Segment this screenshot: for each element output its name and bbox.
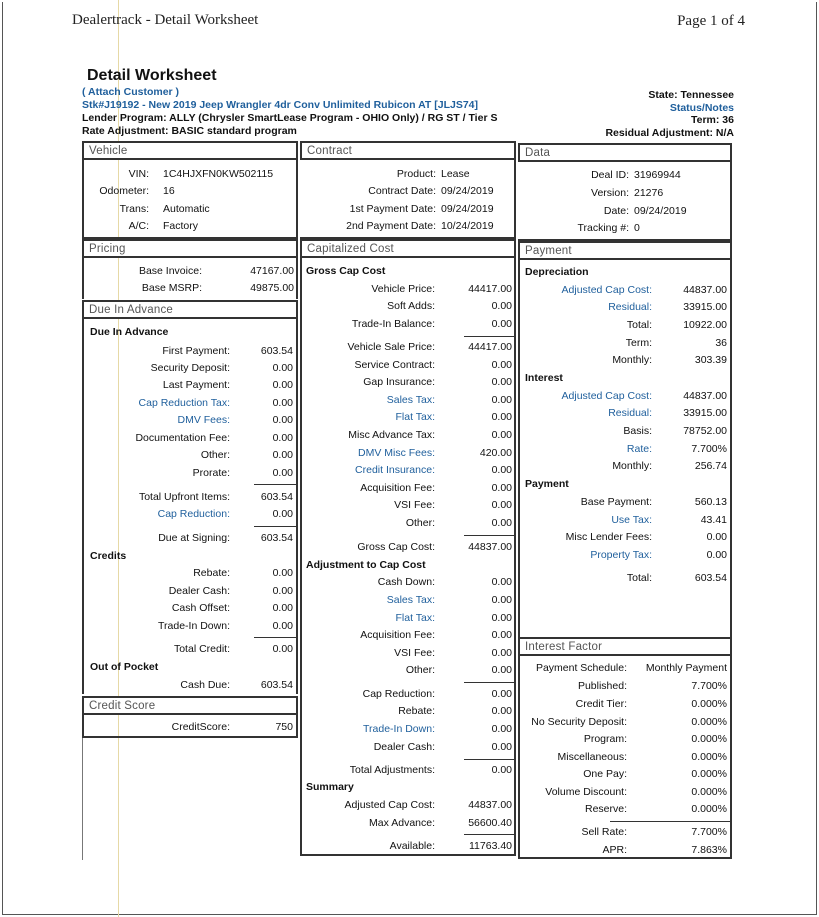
payment-subtitle: Payment	[525, 478, 569, 490]
adj-value: 0.00	[491, 612, 512, 624]
max-advance-value: 56600.40	[468, 817, 512, 829]
adj-label: Rebate:	[398, 705, 435, 717]
sell-rate-value: 7.700%	[691, 826, 727, 838]
due-label: Documentation Fee:	[135, 432, 230, 444]
int-adjusted-cap-cost-link[interactable]: Adjusted Cap Cost:	[561, 390, 652, 402]
due-label: First Payment:	[162, 345, 230, 357]
data-label: Version:	[591, 187, 629, 199]
contract-right-border	[514, 141, 516, 239]
cap-label: Vehicle Price:	[371, 283, 435, 295]
total-credit-label: Total Credit:	[173, 643, 230, 655]
subtotal-rule	[464, 535, 514, 536]
dep-value: 303.39	[694, 354, 727, 366]
total-adjustments-label: Total Adjustments:	[349, 764, 435, 776]
due-label: Security Deposit:	[150, 362, 230, 374]
adj-label: Cash Down:	[377, 576, 435, 588]
due-right-border	[296, 300, 298, 694]
if-value: 0.000%	[691, 768, 727, 780]
security-deposit-value: 0.00	[272, 362, 293, 374]
credit-score-value: 750	[275, 721, 293, 733]
adj-value: 0.00	[491, 688, 512, 700]
dep-label: Total:	[626, 319, 652, 331]
pricing-left-border	[82, 239, 84, 299]
adj-value: 0.00	[491, 629, 512, 641]
depreciation-title: Depreciation	[525, 266, 589, 278]
due-label: Other:	[200, 449, 230, 461]
adjustment-title: Adjustment to Cap Cost	[306, 559, 426, 571]
rebate-value: 0.00	[272, 567, 293, 579]
if-label: One Pay:	[583, 768, 627, 780]
dep-residual-link[interactable]: Residual:	[608, 301, 652, 313]
out-of-pocket-title: Out of Pocket	[90, 661, 159, 673]
total-upfront-value: 603.54	[260, 491, 293, 503]
residual-adjustment: Residual Adjustment: N/A	[605, 127, 734, 139]
total-upfront-label: Total Upfront Items:	[138, 491, 230, 503]
ac-value: Factory	[163, 220, 199, 232]
trade-in-down-link[interactable]: Trade-In Down:	[363, 723, 435, 735]
contract-value: 09/24/2019	[441, 203, 494, 215]
stock-line[interactable]: Stk#J19192 - New 2019 Jeep Wrangler 4dr Conv Unlimited Rubicon AT [JLJS74]	[82, 99, 479, 111]
int-residual-link[interactable]: Residual:	[608, 407, 652, 419]
adj-value: 0.00	[491, 723, 512, 735]
prorate-value: 0.00	[272, 467, 293, 479]
dep-label: Monthly:	[612, 354, 652, 366]
cap-value: 0.00	[491, 394, 512, 406]
payment-schedule-value: Monthly Payment	[645, 662, 727, 674]
cash-due-value: 603.54	[260, 679, 293, 691]
dep-adjusted-cap-cost-link[interactable]: Adjusted Cap Cost:	[561, 284, 652, 296]
summary-label: Adjusted Cap Cost:	[344, 799, 435, 811]
pricing-section-header: Pricing	[82, 239, 298, 258]
if-label: No Security Deposit:	[531, 716, 627, 728]
if-value: 0.000%	[691, 698, 727, 710]
dep-label: Term:	[625, 337, 652, 349]
cap-value: 0.00	[491, 429, 512, 441]
capitalized-cost-section-header: Capitalized Cost	[300, 239, 516, 258]
adj-flat-tax-link[interactable]: Flat Tax:	[395, 612, 435, 624]
if-label: Reserve:	[584, 803, 627, 815]
cap-label: Trade-In Balance:	[351, 318, 435, 330]
dep-value: 10922.00	[683, 319, 727, 331]
credit-left-border	[82, 696, 84, 738]
apr-value: 7.863%	[691, 844, 727, 856]
cap-value: 0.00	[491, 359, 512, 371]
due-left-border	[82, 300, 84, 694]
due-at-signing-value: 603.54	[260, 532, 293, 544]
vehicle-left-border	[82, 141, 84, 239]
subtotal-rule	[610, 821, 730, 822]
vin-value: 1C4HJXFN0KW502115	[163, 168, 274, 180]
contract-value: Lease	[441, 168, 470, 180]
credit-score-section-header: Credit Score	[82, 696, 298, 715]
vehicle-label: VIN:	[128, 168, 149, 180]
int-label: Basis:	[623, 425, 652, 437]
credit-bottom-border	[82, 736, 298, 738]
total-credit-value: 0.00	[272, 643, 293, 655]
vehicle-label: Odometer:	[99, 185, 149, 197]
cap-label: Soft Adds:	[387, 300, 435, 312]
subtotal-rule	[254, 526, 296, 527]
due-label: Prorate:	[192, 467, 230, 479]
adj-value: 0.00	[491, 594, 512, 606]
subtotal-rule	[464, 682, 514, 683]
if-value: 0.000%	[691, 803, 727, 815]
int-value: 44837.00	[683, 390, 727, 402]
page-indicator: Page 1 of 4	[677, 13, 745, 29]
documentation-fee-value: 0.00	[272, 432, 293, 444]
credit-label: Rebate:	[193, 567, 230, 579]
subtotal-rule	[254, 484, 296, 485]
due-in-advance-section-header: Due In Advance	[82, 300, 298, 319]
base-invoice-value: 47167.00	[250, 265, 294, 277]
sell-rate-label: Sell Rate:	[581, 826, 627, 838]
odometer-value: 16	[163, 185, 175, 197]
adj-label: Dealer Cash:	[373, 741, 435, 753]
dep-value: 33915.00	[683, 301, 727, 313]
if-value: 0.000%	[691, 716, 727, 728]
cap-label: Vehicle Sale Price:	[347, 341, 435, 353]
if-label: Credit Tier:	[575, 698, 627, 710]
cap-value: 0.00	[491, 499, 512, 511]
adj-value: 0.00	[491, 647, 512, 659]
if-label: Published:	[577, 680, 627, 692]
page-title: Detail Worksheet	[87, 67, 217, 84]
page-margin-line	[82, 738, 83, 860]
credit-label: Trade-In Down:	[158, 620, 230, 632]
due-in-advance-subtitle: Due In Advance	[90, 326, 169, 338]
property-tax-link[interactable]: Property Tax:	[590, 549, 652, 561]
data-label: Deal ID:	[591, 169, 629, 181]
cap-label: Gap Insurance:	[363, 376, 435, 388]
tracking-value: 0	[634, 222, 640, 234]
gross-cap-cost-label: Gross Cap Cost:	[357, 541, 435, 553]
contract-value: 09/24/2019	[441, 185, 494, 197]
adj-sales-tax-link[interactable]: Sales Tax:	[386, 594, 435, 606]
pay-value: 43.41	[700, 514, 727, 526]
due-at-signing-label: Due at Signing:	[158, 532, 230, 544]
if-value: 0.000%	[691, 733, 727, 745]
pay-label: Base Payment:	[580, 496, 652, 508]
trade-in-balance-value: 0.00	[491, 318, 512, 330]
cap-reduction-link[interactable]: Cap Reduction:	[157, 508, 230, 520]
lender-program: Lender Program: ALLY (Chrysler SmartLease Program - OHIO Only) / RG ST / Tier S	[82, 112, 498, 124]
cap-value: 0.00	[491, 482, 512, 494]
adj-value: 0.00	[491, 741, 512, 753]
contract-label: Contract Date:	[368, 185, 436, 197]
interest-factor-bottom-border	[518, 857, 732, 859]
vehicle-section-header: Vehicle	[82, 141, 298, 160]
credit-right-border	[296, 696, 298, 738]
trade-in-down-value: 0.00	[272, 620, 293, 632]
payment-left-border	[518, 241, 520, 859]
adjusted-cap-cost-value: 44837.00	[468, 799, 512, 811]
deal-id-value: 31969944	[634, 169, 681, 181]
int-label: Monthly:	[612, 460, 652, 472]
interest-factor-section-header: Interest Factor	[518, 637, 732, 656]
summary-label: Max Advance:	[369, 817, 435, 829]
dmv-fees-value: 0.00	[272, 414, 293, 426]
data-section-header: Data	[518, 143, 732, 162]
dmv-fees-link[interactable]: DMV Fees:	[177, 414, 230, 426]
credit-insurance-link[interactable]: Credit Insurance:	[355, 464, 435, 476]
other-value: 0.00	[272, 449, 293, 461]
cap-value: 0.00	[491, 517, 512, 529]
gross-cap-cost-value: 44837.00	[468, 541, 512, 553]
scan-artifact-line	[118, 0, 119, 917]
cap-value: 420.00	[479, 447, 512, 459]
cap-reduction-tax-value: 0.00	[272, 397, 293, 409]
if-value: 0.000%	[691, 751, 727, 763]
cap-value: 0.00	[491, 376, 512, 388]
dealer-cash-value: 0.00	[272, 585, 293, 597]
soft-adds-value: 0.00	[491, 300, 512, 312]
if-label: Volume Discount:	[545, 786, 627, 798]
int-rate-link[interactable]: Rate:	[626, 443, 652, 455]
cap-left-border	[300, 239, 302, 856]
int-value: 7.700%	[691, 443, 727, 455]
int-value: 256.74	[694, 460, 727, 472]
subtotal-rule	[254, 637, 296, 638]
data-label: Tracking #:	[577, 222, 629, 234]
payment-right-border	[730, 241, 732, 859]
base-msrp-value: 49875.00	[250, 282, 294, 294]
adj-label: Acquisition Fee:	[360, 629, 435, 641]
cap-label: Misc Advance Tax:	[348, 429, 435, 441]
total-adjustments-value: 0.00	[491, 764, 512, 776]
vehicle-label: Trans:	[119, 203, 149, 215]
pricing-label: Base MSRP:	[141, 282, 202, 294]
if-label: Payment Schedule:	[535, 662, 627, 674]
use-tax-link[interactable]: Use Tax:	[611, 514, 652, 526]
if-value: 7.700%	[691, 680, 727, 692]
cap-label: Acquisition Fee:	[360, 482, 435, 494]
cash-due-label: Cash Due:	[180, 679, 230, 691]
vehicle-price-value: 44417.00	[468, 283, 512, 295]
contract-section-header: Contract	[300, 141, 516, 160]
subtotal-rule	[464, 336, 514, 337]
sales-tax-link[interactable]: Sales Tax:	[386, 394, 435, 406]
flat-tax-link[interactable]: Flat Tax:	[395, 411, 435, 423]
version-value: 21276	[634, 187, 664, 199]
cap-right-border	[514, 239, 516, 856]
status-notes-link[interactable]: Status/Notes	[669, 102, 734, 114]
state-label: State: Tennessee	[648, 89, 734, 101]
cash-offset-value: 0.00	[272, 602, 293, 614]
if-label: Program:	[583, 733, 627, 745]
adj-label: VSI Fee:	[394, 647, 435, 659]
contract-value: 10/24/2019	[441, 220, 494, 232]
pay-value: 560.13	[694, 496, 727, 508]
int-value: 78752.00	[683, 425, 727, 437]
dmv-misc-fees-link[interactable]: DMV Misc Fees:	[357, 447, 435, 459]
contract-label: 2nd Payment Date:	[346, 220, 436, 232]
available-value: 11763.40	[468, 840, 512, 852]
pricing-label: Base Invoice:	[138, 265, 202, 277]
pay-value: 0.00	[706, 549, 727, 561]
adj-value: 0.00	[491, 576, 512, 588]
dep-value: 36	[715, 337, 727, 349]
rate-adjustment: Rate Adjustment: BASIC standard program	[82, 125, 297, 137]
cap-bottom-border	[300, 854, 516, 856]
pay-value: 0.00	[706, 531, 727, 543]
trans-value: Automatic	[163, 203, 210, 215]
document-header-title: Dealertrack - Detail Worksheet	[72, 12, 259, 28]
vehicle-right-border	[296, 141, 298, 239]
subtotal-rule	[464, 759, 514, 760]
credits-title: Credits	[90, 550, 127, 562]
first-payment-value: 603.54	[260, 345, 293, 357]
vehicle-label: A/C:	[128, 220, 149, 232]
cap-label: VSI Fee:	[394, 499, 435, 511]
dep-value: 44837.00	[683, 284, 727, 296]
contract-label: Product:	[396, 168, 436, 180]
due-label: Last Payment:	[162, 379, 230, 391]
if-label: Miscellaneous:	[557, 751, 627, 763]
adj-value: 0.00	[491, 705, 512, 717]
cap-value: 44417.00	[468, 341, 512, 353]
subtotal-rule	[464, 834, 514, 835]
adj-value: 0.00	[491, 664, 512, 676]
pay-label: Misc Lender Fees:	[565, 531, 652, 543]
payment-total-value: 603.54	[694, 572, 727, 584]
adj-label: Cap Reduction:	[362, 688, 435, 700]
attach-customer-link[interactable]: Attach Customer	[88, 86, 173, 98]
apr-label: APR:	[602, 844, 627, 856]
gross-cap-cost-title: Gross Cap Cost	[306, 265, 386, 277]
data-label: Date:	[603, 205, 629, 217]
last-payment-value: 0.00	[272, 379, 293, 391]
cap-label: Service Contract:	[354, 359, 435, 371]
if-value: 0.000%	[691, 786, 727, 798]
summary-title: Summary	[306, 781, 354, 793]
interest-title: Interest	[525, 372, 563, 384]
cap-reduction-tax-link[interactable]: Cap Reduction Tax:	[138, 397, 230, 409]
adj-label: Other:	[405, 664, 435, 676]
available-label: Available:	[389, 840, 435, 852]
data-right-border	[730, 143, 732, 241]
int-value: 33915.00	[683, 407, 727, 419]
cap-reduction-value: 0.00	[272, 508, 293, 520]
cap-value: 0.00	[491, 464, 512, 476]
pricing-right-border	[296, 239, 298, 299]
cap-label: Other:	[405, 517, 435, 529]
term-label: Term: 36	[691, 114, 734, 126]
payment-section-header: Payment	[518, 241, 732, 260]
cap-value: 0.00	[491, 411, 512, 423]
credit-label: Dealer Cash:	[168, 585, 230, 597]
date-value: 09/24/2019	[634, 205, 687, 217]
contract-label: 1st Payment Date:	[349, 203, 436, 215]
attach-customer-line: ( Attach Customer )	[82, 86, 180, 98]
credit-score-label: CreditScore:	[171, 721, 230, 733]
payment-total-label: Total:	[626, 572, 652, 584]
credit-label: Cash Offset:	[171, 602, 230, 614]
